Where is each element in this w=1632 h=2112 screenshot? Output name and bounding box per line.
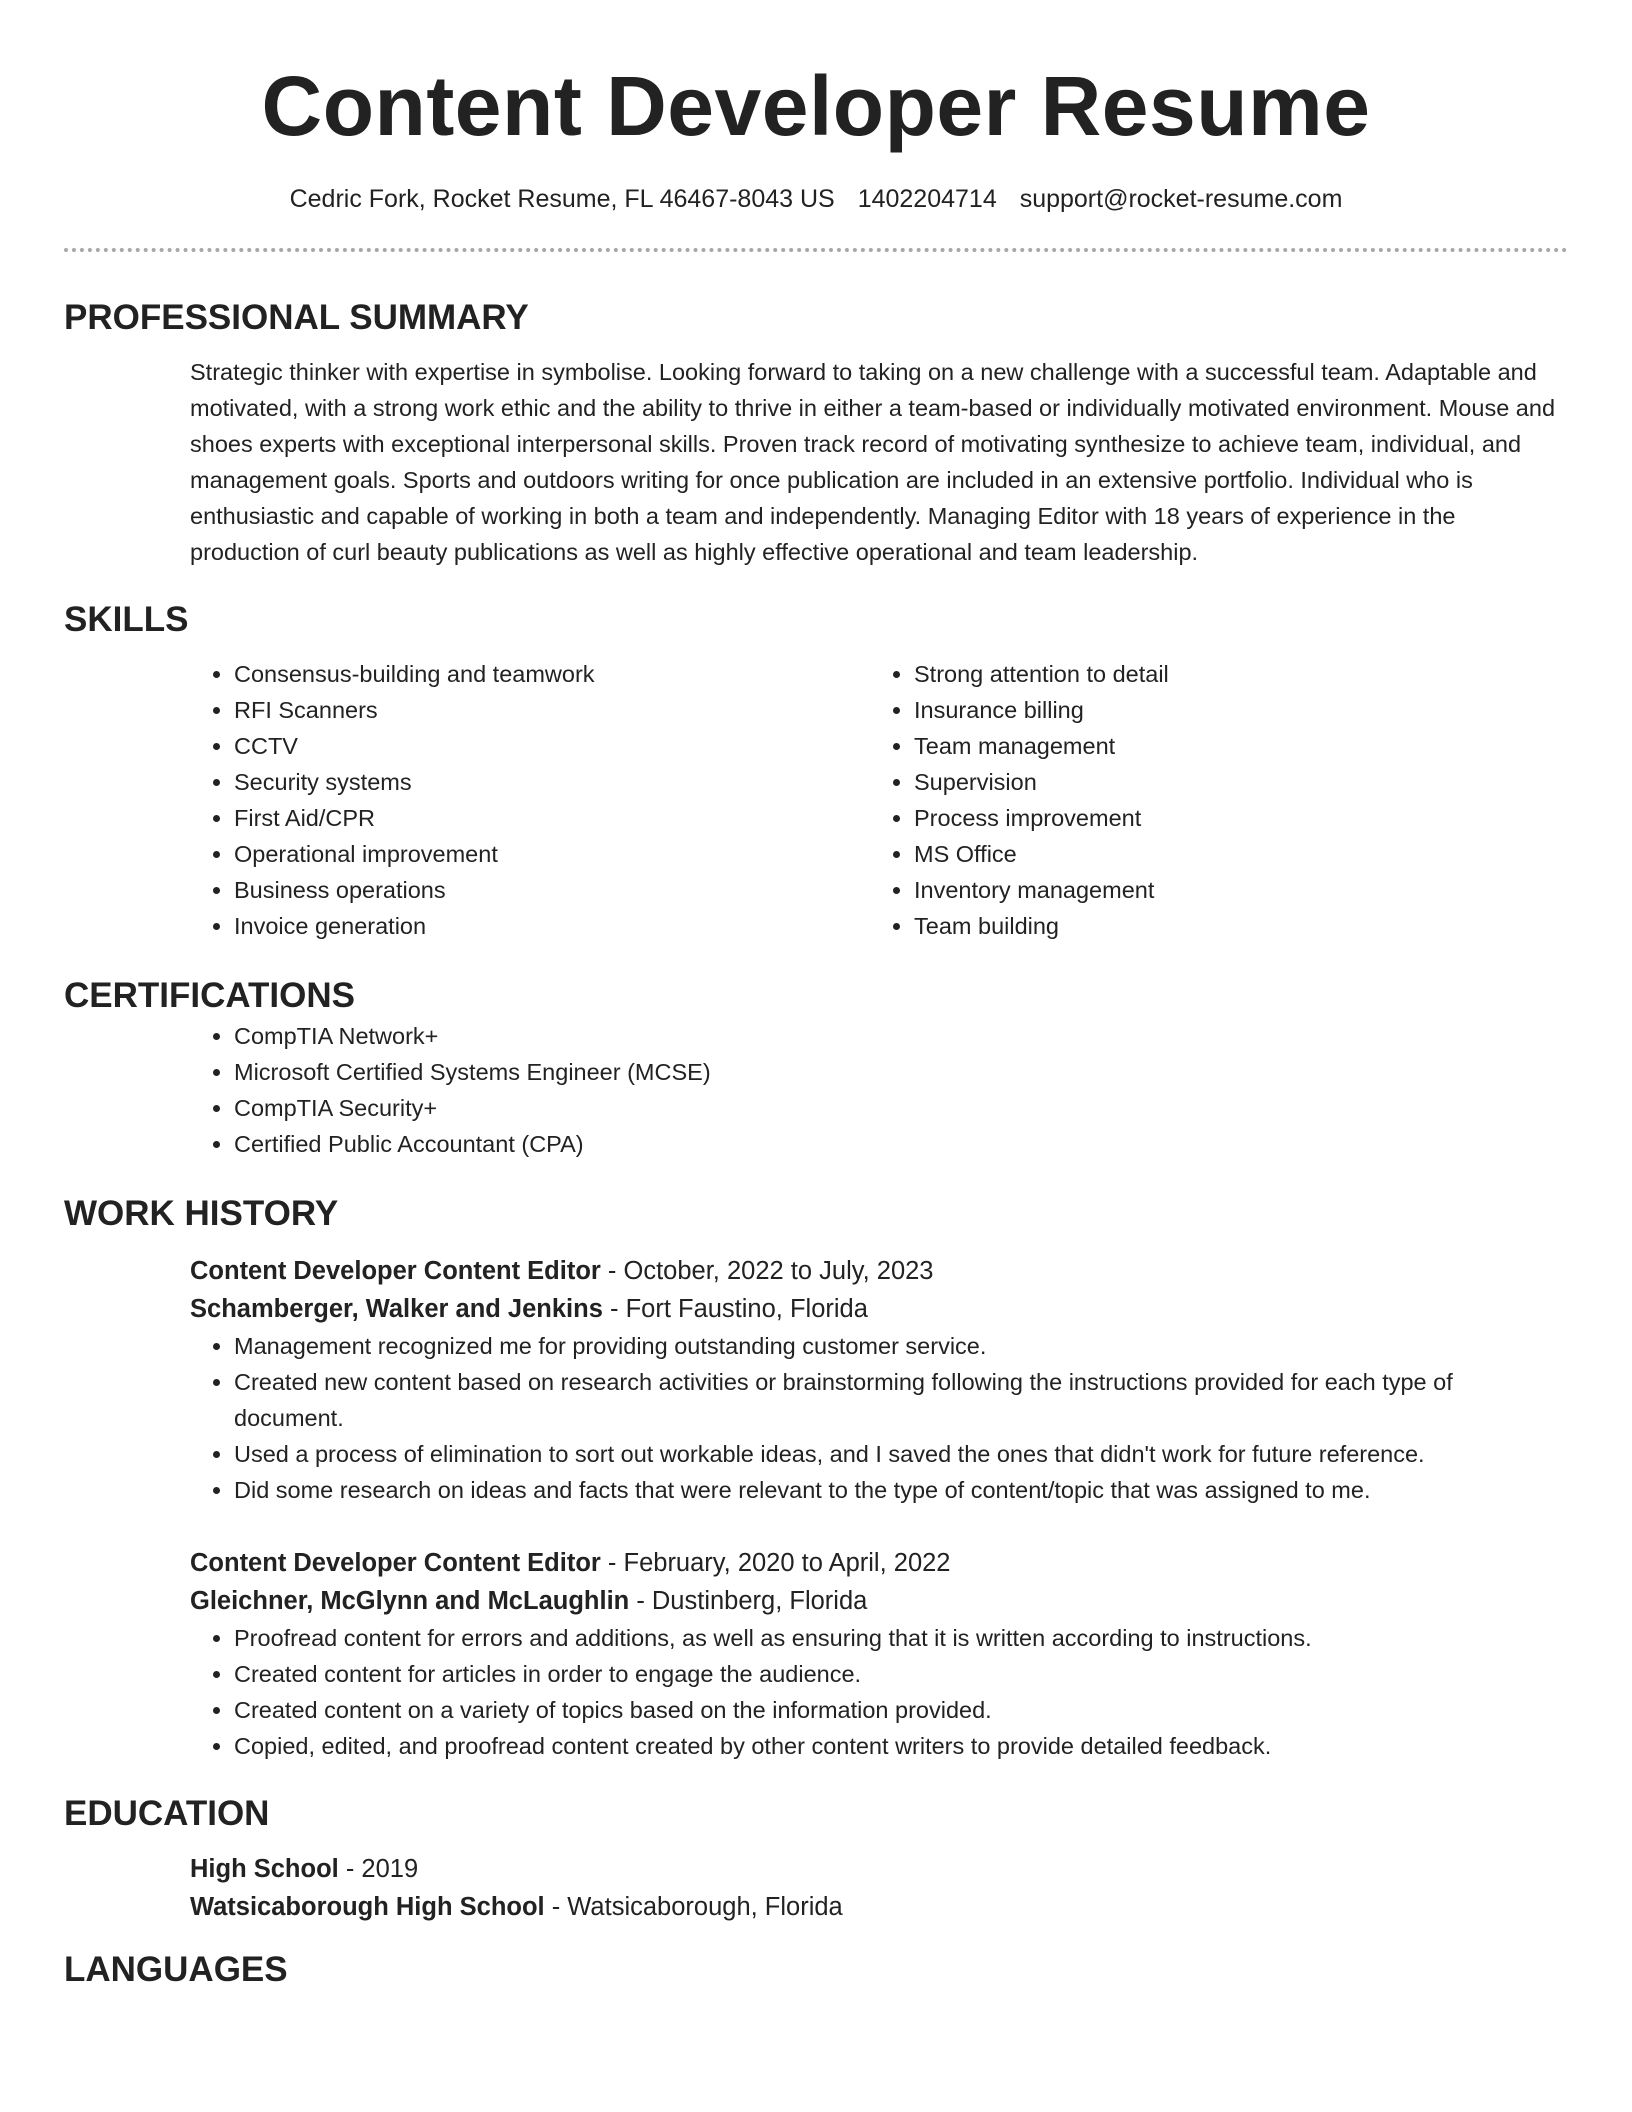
languages-section: [64, 1948, 1568, 1992]
education-degree-line: [190, 1850, 1568, 1888]
certification-item: • CompTIA Security+: [234, 1090, 1568, 1126]
certifications-section: [64, 974, 1568, 1162]
education-location: - Watsicaborough, Florida: [544, 1893, 843, 1921]
job-bullets: [190, 1328, 1568, 1508]
contact-phone: 1402204714: [857, 185, 997, 213]
job-company-line: [190, 1582, 1568, 1620]
skill-item: • Business operations: [234, 872, 870, 908]
job-title: Content Developer Content Editor: [190, 1549, 601, 1577]
skills-column-right: [870, 656, 1550, 944]
contact-line: [64, 182, 1568, 216]
certification-item: • Certified Public Accountant (CPA): [234, 1126, 1568, 1162]
job-title-line: [190, 1252, 1568, 1290]
work-history-heading: WORK HISTORY: [64, 1194, 339, 1233]
skill-item: • Insurance billing: [914, 692, 1550, 728]
job-bullet: • Used a process of elimination to sort out workable ideas, and I saved the ones that didn't work for future reference.: [234, 1436, 1568, 1472]
education-heading: EDUCATION: [64, 1794, 270, 1833]
skill-item: • First Aid/CPR: [234, 800, 870, 836]
job-bullet: • Proofread content for errors and additions, as well as ensuring that it is written according to instructions.: [234, 1620, 1568, 1656]
contact-address: Cedric Fork, Rocket Resume, FL 46467-8043 US: [289, 185, 835, 213]
certification-item: • CompTIA Network+: [234, 1018, 1568, 1054]
skills-heading: SKILLS: [64, 600, 189, 639]
job-dates: - February, 2020 to April, 2022: [600, 1549, 951, 1577]
summary-heading: PROFESSIONAL SUMMARY: [64, 298, 529, 337]
summary-section: [64, 296, 1568, 570]
job-entry: [190, 1544, 1568, 1764]
skill-item: • Operational improvement: [234, 836, 870, 872]
job-company: Gleichner, McGlynn and McLaughlin: [190, 1587, 630, 1615]
job-bullet: • Did some research on ideas and facts that were relevant to the type of content/topic that was assigned to me.: [234, 1472, 1568, 1508]
job-company: Schamberger, Walker and Jenkins: [190, 1295, 603, 1323]
job-bullet: • Created content for articles in order to engage the audience.: [234, 1656, 1568, 1692]
job-bullet: • Management recognized me for providing outstanding customer service.: [234, 1328, 1568, 1364]
skill-item: • Team building: [914, 908, 1550, 944]
resume-title: Content Developer Resume: [261, 59, 1371, 153]
certification-item: • Microsoft Certified Systems Engineer (MCSE): [234, 1054, 1568, 1090]
job-entry: [190, 1252, 1568, 1508]
work-history-section: [64, 1192, 1568, 1764]
skill-item: • Invoice generation: [234, 908, 870, 944]
skill-item: • Process improvement: [914, 800, 1550, 836]
languages-heading: LANGUAGES: [64, 1950, 288, 1989]
summary-text: Strategic thinker with expertise in symbolise. Looking forward to taking on a new challenge with a successful team. Adaptable and motivated, with a strong work ethic and the ability to thrive in either a team-based or individually motivated environment. Mouse and shoes experts with exceptional interpersonal skills. Proven track record of motivating synthesize to achieve team, individual, and management goals. Sports and outdoors writing for once publication are included in an extensive portfolio. Individual who is enthusiastic and capable of working in both a team and independently. Managing Editor with 18 years of experience in the production of curl beauty publications as well as highly effective operational and team leadership.: [190, 359, 1556, 565]
education-year: - 2019: [338, 1855, 419, 1883]
header-divider: [64, 248, 1568, 252]
job-location: - Dustinberg, Florida: [629, 1587, 868, 1615]
job-company-line: [190, 1290, 1568, 1328]
certifications-heading: CERTIFICATIONS: [64, 976, 356, 1015]
skills-section: [64, 598, 1568, 944]
job-bullet: • Created new content based on research activities or brainstorming following the instructions provided for each type of document.: [234, 1364, 1568, 1436]
education-school: Watsicaborough High School: [190, 1893, 545, 1921]
skills-grid: [190, 656, 1568, 944]
skill-item: • RFI Scanners: [234, 692, 870, 728]
job-bullets: [190, 1620, 1568, 1764]
skills-column-left: [190, 656, 870, 944]
certifications-list: [190, 1018, 1568, 1162]
education-school-line: [190, 1888, 1568, 1926]
skill-item: • Supervision: [914, 764, 1550, 800]
skill-item: • Strong attention to detail: [914, 656, 1550, 692]
skill-item: • Inventory management: [914, 872, 1550, 908]
education-degree: High School: [190, 1855, 339, 1883]
skill-item: • Consensus-building and teamwork: [234, 656, 870, 692]
skill-item: • CCTV: [234, 728, 870, 764]
job-title: Content Developer Content Editor: [190, 1257, 601, 1285]
skill-item: • Security systems: [234, 764, 870, 800]
job-bullet: • Created content on a variety of topics based on the information provided.: [234, 1692, 1568, 1728]
skill-item: • MS Office: [914, 836, 1550, 872]
job-dates: - October, 2022 to July, 2023: [600, 1257, 934, 1285]
job-bullet: • Copied, edited, and proofread content created by other content writers to provide detailed feedback.: [234, 1728, 1568, 1764]
education-section: [64, 1792, 1568, 1926]
job-location: - Fort Faustino, Florida: [602, 1295, 868, 1323]
skill-item: • Team management: [914, 728, 1550, 764]
job-title-line: [190, 1544, 1568, 1582]
contact-email: support@rocket-resume.com: [1019, 185, 1343, 213]
